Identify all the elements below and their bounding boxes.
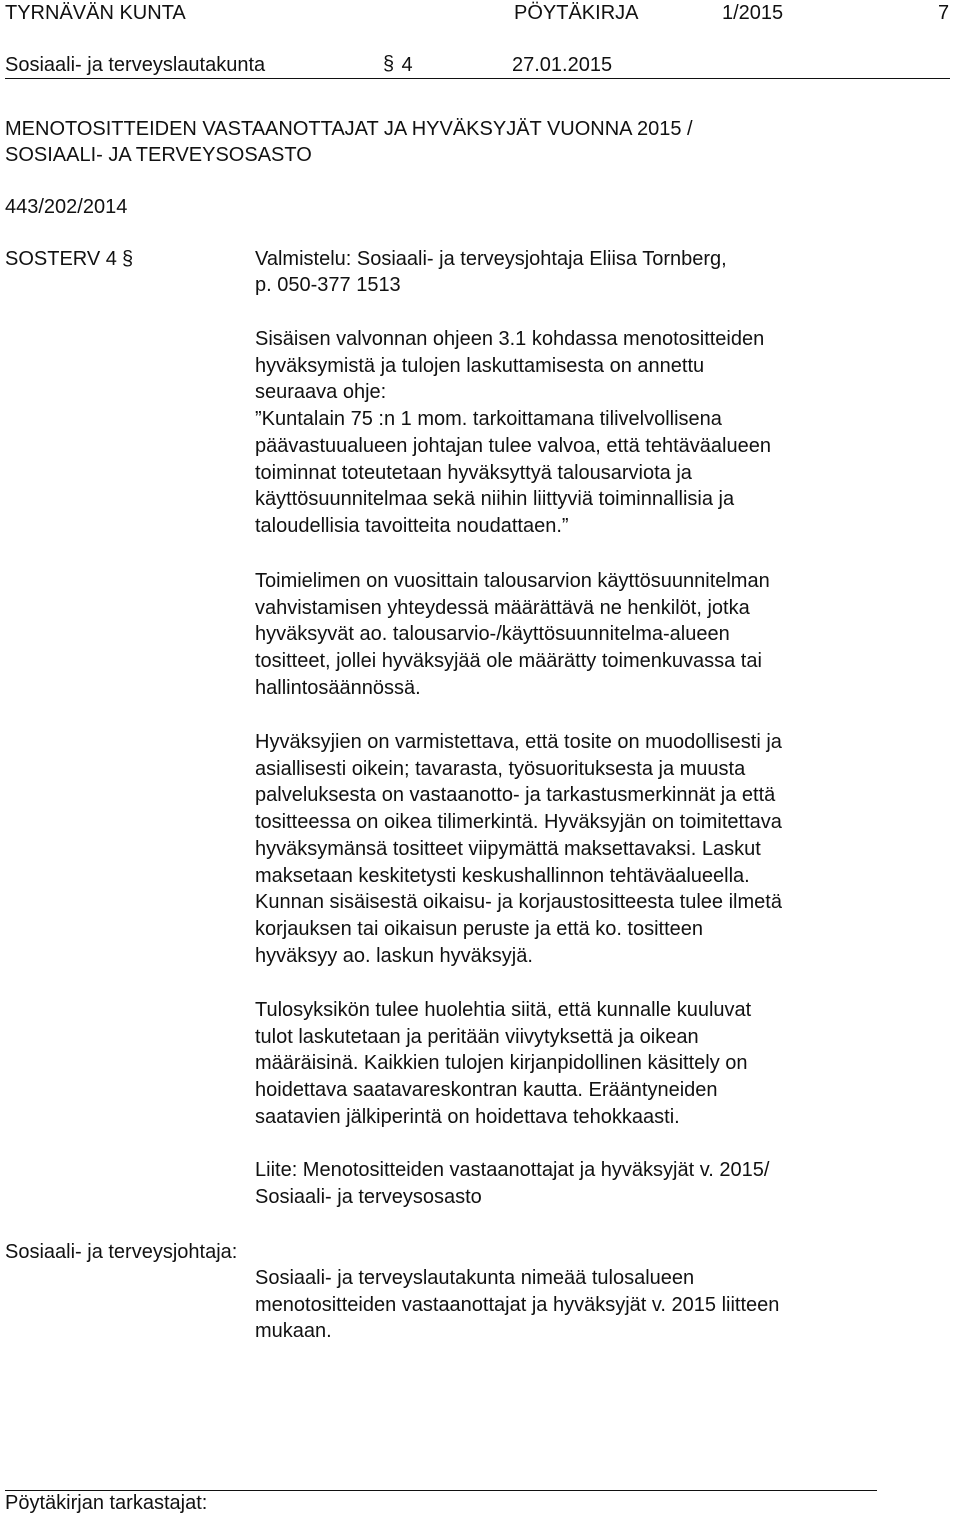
section-number xyxy=(383,52,413,79)
proposal-text-body: Sosiaali- ja terveyslautakunta nimeää tulosalueen menotositteiden vastaanottajat ja hyväksyjät v. 2015 liitteen mukaan. xyxy=(255,1267,780,1343)
body-paragraph-1 xyxy=(255,326,955,540)
body-paragraph-4-text: Tulosyksikön tulee huolehtia siitä, että kunnalle kuuluvat tulot laskutetaan ja peritään viivytyksettä ja oikean määräisinä. Kaikkien tulojen kirjanpidollinen käsittely on hoidettava saatavareskontran kautta. Erääntyneiden saatavien jälkiperintä on hoidettava tehokkaasti. xyxy=(255,999,752,1128)
item-title-line-2: SOSIAALI- JA TERVEYSOSASTO xyxy=(5,144,312,166)
body-paragraph-3-text: Hyväksyjien on varmistettava, että tosite on muodollisesti ja asiallisesti oikein; tavarasta, työsuorituksesta ja muusta palveluksesta on vastaanotto- ja tarkastusmerkinnät ja että tositteessa on oikea tilimerkintä. Hyväksyjän on toimitettava hyväksymänsä tositteet viipymättä maksettavaksi. Laskut maksetaan keskitetysti keskushallinnon tehtäväalueella. Kunnan sisäisestä oikaisu- ja korjaustositteesta tulee ilmetä korjauksen tai oikaisun peruste ja että ko. tositteen hyväksyy ao. laskun hyväksyjä. xyxy=(255,731,782,967)
page-number: 7 xyxy=(938,2,950,24)
meeting-date: 27.01.2015 xyxy=(512,54,613,76)
item-code: SOSTERV 4 xyxy=(5,248,117,270)
attachment-note-text: Liite: Menotositteiden vastaanottajat ja hyväksyjät v. 2015/ Sosiaali- ja terveysosasto xyxy=(255,1159,770,1208)
item-title-line-1: MENOTOSITTEIDEN VASTAANOTTAJAT JA HYVÄKSYJÄT VUONNA 2015 / xyxy=(5,118,693,140)
svg-text:§: § xyxy=(383,54,395,74)
document-type: PÖYTÄKIRJA xyxy=(514,2,639,24)
section-sign-icon xyxy=(122,249,134,269)
body-paragraph-3 xyxy=(255,729,955,969)
reference-number: 443/202/2014 xyxy=(5,196,128,218)
proposal-label: Sosiaali- ja terveysjohtaja: xyxy=(5,1241,238,1263)
body-paragraph-1-text: Sisäisen valvonnan ohjeen 3.1 kohdassa menotositteiden hyväksymistä ja tulojen laskuttamisesta on annettu seuraava ohje: ”Kuntalain 75 :n 1 mom. tarkoittamana tilivelvollisena päävastuualueen johtajan tulee valvoa, että tehtäväalueen toiminnat toteutetaan hyväksyttyä talousarviota ja käyttösuunnitelmaa sekä niihin liittyviä toiminnallisia ja taloudellisia tavoitteita noudattaen.” xyxy=(255,328,771,537)
section-number-value: 4 xyxy=(396,54,413,76)
document-number: 1/2015 xyxy=(722,2,784,24)
attachment-note xyxy=(255,1157,955,1210)
footer-label: Pöytäkirjan tarkastajat: xyxy=(5,1492,208,1514)
board-name: Sosiaali- ja terveyslautakunta xyxy=(5,54,266,76)
proposal-text xyxy=(255,1265,955,1345)
body-paragraph-4 xyxy=(255,997,955,1131)
body-paragraph-2 xyxy=(255,568,955,702)
header-divider xyxy=(5,78,950,79)
preparation-line-1: Valmistelu: Sosiaali- ja terveysjohtaja Eliisa Tornberg, xyxy=(255,248,727,270)
svg-text:§: § xyxy=(122,249,134,269)
body-paragraph-2-text: Toimielimen on vuosittain talousarvion käyttösuunnitelman vahvistamisen yhteydessä määrättävä ne henkilöt, jotka hyväksyvät ao. talousarvio-/käyttösuunnitelma-alueen tositteet, jollei hyväksyjää ole määrätty toimenkuvassa tai hallintosäännössä. xyxy=(255,570,770,699)
section-sign-icon xyxy=(383,54,395,74)
preparation-line-2: p. 050-377 1513 xyxy=(255,274,401,296)
municipality-name: TYRNÄVÄN KUNTA xyxy=(5,2,186,24)
